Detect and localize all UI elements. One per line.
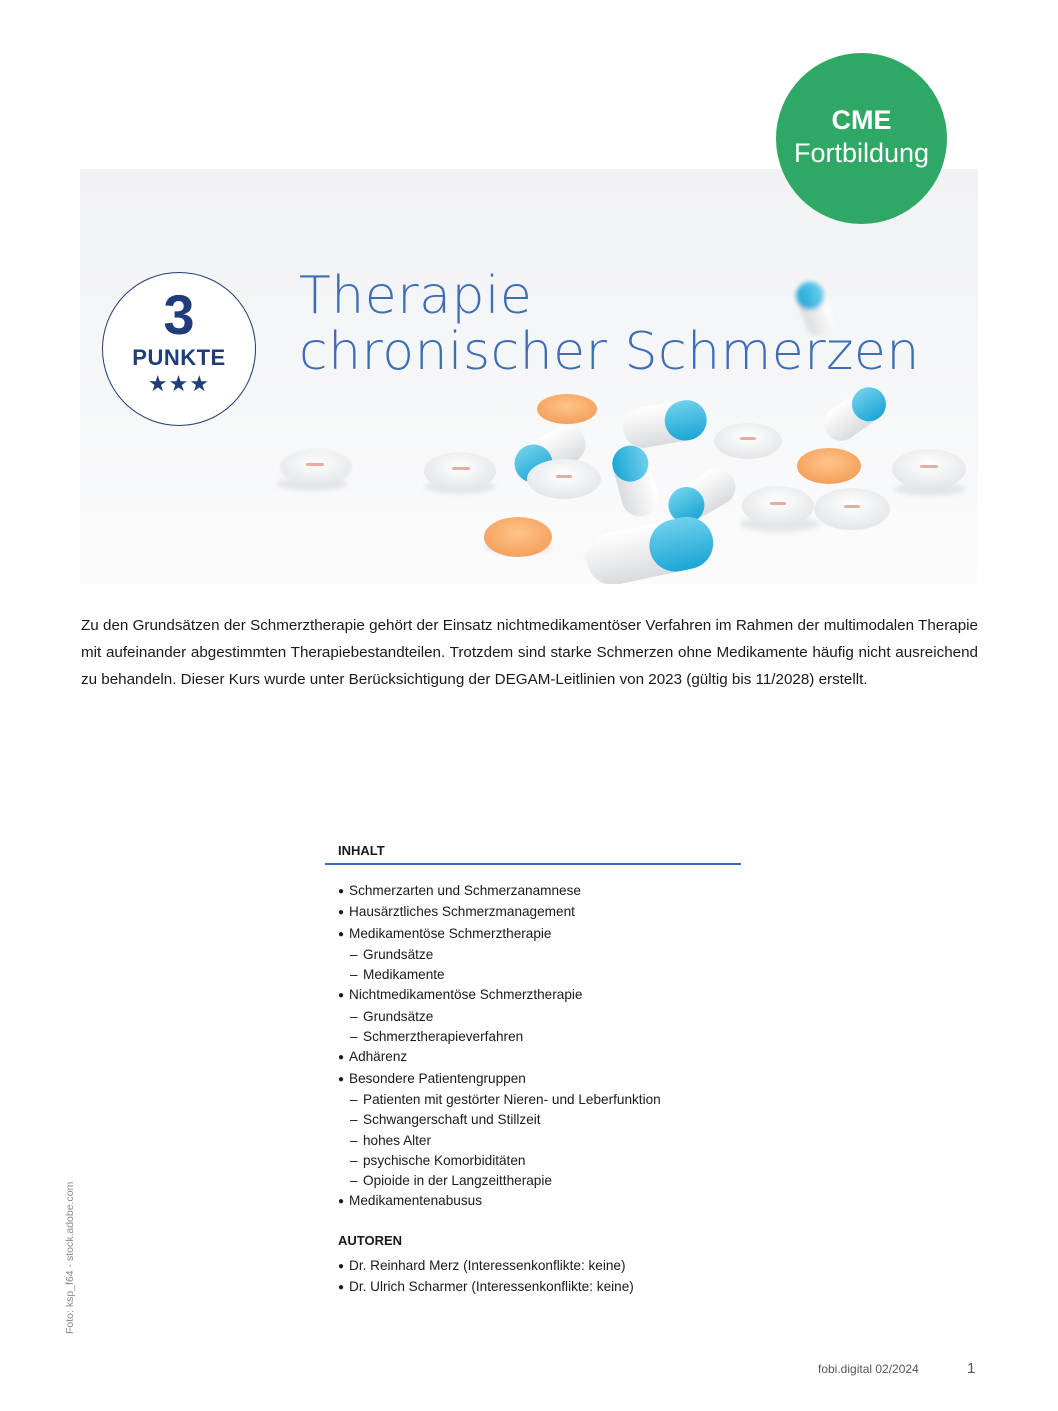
contents-item-label: Schmerztherapieverfahren — [363, 1029, 524, 1045]
title-line-2: chronischer Schmerzen — [299, 322, 920, 382]
contents-item-label: Opioide in der Langzeittherapie — [363, 1173, 552, 1189]
bullet-icon: ● — [338, 1282, 345, 1294]
points-badge — [102, 272, 256, 426]
contents-item-label: Hausärztliches Schmerzmanagement — [349, 904, 575, 920]
contents-item-label: Medikamente — [363, 967, 445, 983]
contents-item — [338, 1191, 741, 1212]
contents-item-label: hohes Alter — [363, 1132, 432, 1148]
contents-subitem — [338, 1110, 741, 1130]
bullet-icon: ● — [338, 1052, 345, 1064]
contents-subitem — [338, 945, 741, 965]
title-line-1: Therapie — [299, 266, 533, 326]
bullet-icon: ● — [338, 907, 345, 919]
dash-icon: – — [350, 946, 358, 962]
dash-icon: – — [350, 1091, 358, 1107]
contents-item-label: Adhärenz — [349, 1049, 408, 1065]
contents-item — [338, 985, 741, 1006]
contents-subitem — [338, 1151, 741, 1171]
contents-item — [338, 881, 741, 902]
author-name: Dr. Ulrich Scharmer (Interessenkonflikte: keine) — [349, 1279, 634, 1295]
contents-item-label: Nichtmedikamentöse Schmerztherapie — [349, 987, 583, 1003]
points-number: 3 — [163, 283, 195, 346]
contents-subitem — [338, 1027, 741, 1047]
bullet-icon: ● — [338, 1196, 345, 1208]
contents-item-label: Medikamentenabusus — [349, 1193, 482, 1209]
photo-credit: Foto: ksp_f64 - stock.adobe.com — [64, 1181, 76, 1334]
contents-item-label: Patienten mit gestörter Nieren- und Leberfunktion — [363, 1091, 661, 1107]
dash-icon: – — [350, 1152, 358, 1168]
cme-label: CME — [831, 105, 892, 135]
contents-subitem — [338, 1131, 741, 1151]
dash-icon: – — [350, 1029, 358, 1045]
intro-paragraph: Zu den Grundsätzen der Schmerztherapie gehört der Einsatz nichtmedikamentöser Verfahren im Rahmen der multimodalen Therapie mit aufeinander abgestimmten Therapiebestandteilen. Trotzdem sind starke Schmerzen ohne Medikamente häufig nicht ausreichend zu behandeln. Dieser Kurs wurde unter Berücksichtigung der DEGAM-Leitlinien von 2023 (gültig bis 11/2028) erstellt. — [81, 617, 978, 688]
contents-subitem — [338, 1090, 741, 1110]
authors-heading: AUTOREN — [338, 1232, 403, 1248]
contents-item — [338, 902, 741, 923]
contents-item-label: Medikamentöse Schmerztherapie — [349, 925, 552, 941]
bullet-icon: ● — [338, 1073, 345, 1085]
contents-item — [338, 924, 741, 945]
contents-item-label: Besondere Patientengruppen — [349, 1070, 526, 1086]
contents-item-label: Grundsätze — [363, 946, 434, 962]
points-label: PUNKTE — [132, 345, 226, 370]
contents-item — [338, 1047, 741, 1068]
dash-icon: – — [350, 967, 358, 983]
contents-item-label: Grundsätze — [363, 1008, 434, 1024]
bullet-icon: ● — [338, 1260, 345, 1272]
contents-list — [325, 881, 741, 1213]
author-item — [338, 1277, 741, 1298]
dash-icon: – — [350, 1132, 358, 1148]
bullet-icon: ● — [338, 886, 345, 897]
contents-box — [325, 843, 741, 1298]
dash-icon: – — [350, 1173, 358, 1189]
contents-subitem — [338, 1007, 741, 1027]
dash-icon: – — [350, 1008, 358, 1024]
bullet-icon: ● — [338, 928, 345, 940]
contents-item-label: psychische Komorbiditäten — [363, 1152, 526, 1168]
page-title — [299, 268, 920, 380]
author-name: Dr. Reinhard Merz (Interessenkonflikte: keine) — [349, 1257, 626, 1273]
bullet-icon: ● — [338, 990, 345, 1002]
contents-heading: INHALT — [325, 843, 741, 865]
contents-item — [338, 1069, 741, 1090]
page-number: 1 — [967, 1360, 976, 1377]
contents-item-label: Schwangerschaft und Stillzeit — [363, 1112, 541, 1128]
contents-item-label: Schmerzarten und Schmerzanamnese — [349, 883, 581, 898]
cme-fortbildung-badge — [776, 53, 947, 224]
footer-issue: fobi.digital 02/2024 — [818, 1362, 919, 1376]
fortbildung-label: Fortbildung — [793, 138, 930, 168]
authors-list — [325, 1256, 741, 1299]
dash-icon: – — [350, 1112, 358, 1128]
contents-subitem — [338, 1171, 741, 1191]
star-icon: ★★★ — [147, 371, 211, 396]
author-item — [338, 1256, 741, 1277]
contents-subitem — [338, 965, 741, 985]
